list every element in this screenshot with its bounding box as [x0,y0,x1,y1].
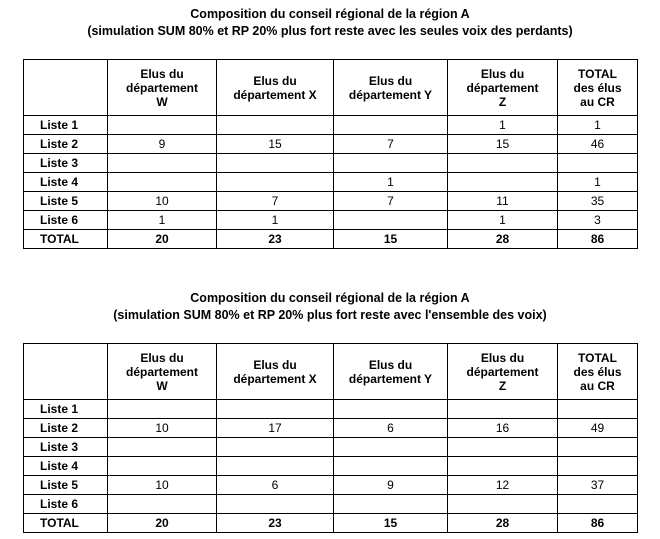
table-cell [334,116,448,135]
table-cell: 9 [334,476,448,495]
table-title: Composition du conseil régional de la région A [190,291,470,305]
row-label: Liste 6 [24,495,108,514]
table-cell [217,438,334,457]
column-header-line: Elus du [368,357,413,372]
header-corner-cell [24,60,108,116]
table-cell: 10 [108,419,217,438]
table-cell: 7 [334,135,448,154]
column-header-line: W [156,94,168,109]
table-cell: 15 [217,135,334,154]
column-header-line: des élus [573,364,622,379]
composition-table [23,343,638,533]
column-header-line: Elus du [368,73,413,88]
table-cell [108,400,217,419]
table-cell: 6 [334,419,448,438]
table-cell [448,438,558,457]
table-cell: 11 [448,192,558,211]
column-header-line: des élus [573,80,622,95]
column-header [448,60,558,116]
table-cell: 20 [108,514,217,533]
column-header-line: Elus du [480,66,525,81]
table-cell: 7 [217,192,334,211]
table-cell [217,457,334,476]
table-cell [217,495,334,514]
column-header-line: au CR [580,378,615,393]
row-label: Liste 2 [24,135,108,154]
row-label: Liste 6 [24,211,108,230]
table-cell: 16 [448,419,558,438]
table-cell: 86 [558,230,638,249]
row-label: Liste 3 [24,154,108,173]
table-row [24,211,638,230]
table-row [24,476,638,495]
row-label: Liste 4 [24,173,108,192]
table-cell [334,211,448,230]
table-cell [448,495,558,514]
table-cell: 20 [108,230,217,249]
table-cell: 1 [448,116,558,135]
table-cell: 1 [448,211,558,230]
composition-table-block-2 [23,290,637,533]
table-cell: 49 [558,419,638,438]
table-subtitle: (simulation SUM 80% et RP 20% plus fort reste avec les seules voix des perdants) [87,24,573,38]
table-cell [558,400,638,419]
table-cell [448,457,558,476]
table-cell [558,495,638,514]
column-header-line: département [125,364,199,379]
table-row [24,400,638,419]
table-cell [217,173,334,192]
table-cell [558,457,638,476]
table-cell: 7 [334,192,448,211]
table-row [24,419,638,438]
row-label: Liste 5 [24,476,108,495]
table-cell [217,116,334,135]
table-row [24,495,638,514]
table-row [24,116,638,135]
table-cell [448,173,558,192]
row-label: Liste 2 [24,419,108,438]
row-label: Liste 1 [24,400,108,419]
column-header-line: Z [498,378,507,393]
header-row [24,60,638,116]
table-cell: 12 [448,476,558,495]
table-cell [108,173,217,192]
table-cell: 23 [217,514,334,533]
table-cell: 1 [334,173,448,192]
table-cell [217,400,334,419]
table-cell: 10 [108,192,217,211]
column-header [108,60,217,116]
row-label: Liste 1 [24,116,108,135]
table-cell [448,154,558,173]
column-header-line: Elus du [140,66,184,81]
column-header-line: département [466,364,539,379]
composition-table [23,59,638,249]
row-label: TOTAL [24,230,108,249]
table-row [24,192,638,211]
table-cell: 23 [217,230,334,249]
column-header [217,344,334,400]
table-cell: 1 [558,116,638,135]
column-header-line: TOTAL [578,66,617,81]
table-row [24,173,638,192]
column-header-line: département X [233,87,317,102]
table-cell [108,116,217,135]
table-cell: 15 [334,230,448,249]
table-cell: 10 [108,476,217,495]
table-subtitle: (simulation SUM 80% et RP 20% plus fort reste avec l'ensemble des voix) [113,308,547,322]
column-header [558,344,638,400]
table-cell: 1 [217,211,334,230]
table-cell [334,154,448,173]
row-label: Liste 5 [24,192,108,211]
table-title: Composition du conseil régional de la région A [190,7,470,21]
table-cell: 17 [217,419,334,438]
column-header-line: département Y [348,371,433,386]
table-cell: 3 [558,211,638,230]
table-cell: 9 [108,135,217,154]
table-row [24,438,638,457]
table-cell: 35 [558,192,638,211]
column-header-line: TOTAL [578,350,617,365]
column-header-line: Z [498,94,507,109]
row-label: Liste 4 [24,457,108,476]
header-corner-cell [24,344,108,400]
column-header [334,60,448,116]
column-header-line: département X [233,371,317,386]
table-cell [558,154,638,173]
table-cell: 86 [558,514,638,533]
column-header-line: W [156,378,168,393]
table-row [24,457,638,476]
table-cell: 1 [558,173,638,192]
table-cell: 37 [558,476,638,495]
table-cell [108,495,217,514]
table-cell [558,438,638,457]
column-header-line: département [125,80,199,95]
column-header [108,344,217,400]
total-row [24,230,638,249]
column-header [448,344,558,400]
column-header-line: Elus du [480,350,525,365]
table-cell: 28 [448,514,558,533]
column-header-line: département Y [348,87,433,102]
table-cell: 15 [448,135,558,154]
table-row [24,154,638,173]
column-header-line: département [466,80,539,95]
table-cell [108,457,217,476]
composition-table-block-1 [23,6,637,249]
table-cell: 1 [108,211,217,230]
table-cell: 6 [217,476,334,495]
table-cell [334,457,448,476]
table-cell [334,400,448,419]
row-label: Liste 3 [24,438,108,457]
column-header-line: Elus du [140,350,184,365]
row-label: TOTAL [24,514,108,533]
table-row [24,135,638,154]
table-cell: 28 [448,230,558,249]
column-header-line: Elus du [253,357,297,372]
table-cell [334,438,448,457]
table-cell: 15 [334,514,448,533]
column-header [558,60,638,116]
column-header [334,344,448,400]
table-cell: 46 [558,135,638,154]
column-header-line: Elus du [253,73,297,88]
table-cell [334,495,448,514]
table-cell [108,438,217,457]
table-cell [217,154,334,173]
total-row [24,514,638,533]
table-cell [108,154,217,173]
column-header-line: au CR [580,94,615,109]
header-row [24,344,638,400]
column-header [217,60,334,116]
table-cell [448,400,558,419]
